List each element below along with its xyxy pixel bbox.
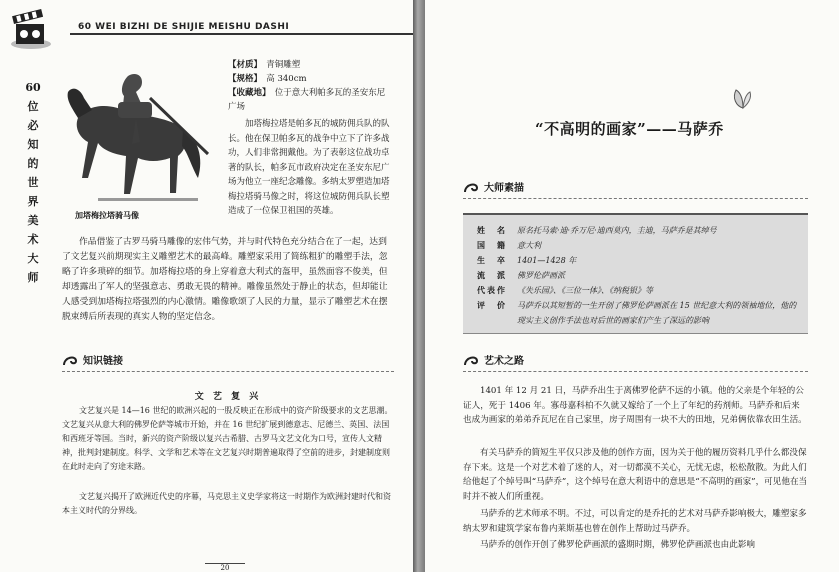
meta-value: 高 340cm [266,74,307,84]
series-char: 60 [25,81,41,94]
series-char: 界 [27,195,39,208]
swirl-ornament-icon [463,353,481,367]
series-char: 位 [27,100,39,113]
profile-value: 意大利 [517,241,541,250]
book-gutter [413,0,425,572]
meta-key: 【收藏地】 [228,88,267,98]
series-char: 的 [27,157,39,170]
section-heading-text: 艺术之路 [484,356,524,367]
profile-value: 马萨乔以其短暂的一生开创了佛罗伦萨画派在 15 世纪意大利的领袖地位，他的现实主义创作手法也对后世的画家们产生了深远的影响 [517,301,797,325]
profile-row [477,283,802,298]
profile-value: 《失乐园》、《三位一体》、《纳税银》等 [517,286,653,295]
header-rule [70,33,413,35]
profile-label: 代表作 [477,286,507,295]
meta-row [228,58,393,72]
meta-row [228,86,393,114]
series-char: 美 [27,214,39,227]
vertical-series-title [25,78,41,287]
knowledge-paragraph: 文艺复兴揭开了欧洲近代史的序幕，马克思主义史学家将这一时期作为欧洲封建时代和资本主义时代的分界线。 [62,492,391,515]
section-heading-text: 知识链接 [83,356,123,367]
swirl-ornament-icon [62,353,80,367]
knowledge-paragraph: 文艺复兴是 14—16 世纪的欧洲兴起的一股反映正在形成中的资产阶级要求的文艺思潮。文艺复兴从意大利的佛罗伦萨等城市开始，并在 16 世纪扩展到德意志、尼德兰、英国、法国和西班牙等国。当时，新兴的资产阶级以复兴古希腊、古罗马文艺文化为口号，宣传人文精神，批判封建制度。科学、文学和艺术等在文艺复兴时期普遍取得了空前的进步，封建制度则在此时走向了穷途末路。 [62,406,393,471]
section-heading-knowledge [62,352,123,367]
body-paragraph: 加塔梅拉塔是帕多瓦的城防佣兵队的队长。他在保卫帕多瓦的战争中立下了许多战功，人们非常拥戴他。为了表彰这位战功卓著的队长，帕多瓦市政府决定在圣安东尼广场为他立一座纪念雕像。多纳太罗塑造加塔梅拉塔骑马像之时，将这位城防佣兵队长塑造成了一位保卫祖国的英雄。 [228,119,390,216]
profile-label: 评 价 [477,301,507,310]
profile-row [477,268,802,283]
body-paragraph: 有关马萨乔的简短生平仅只涉及他的创作方面，因为关于他的履历资料几乎什么都没保存下来。这是一个对艺术着了迷的人，对一切都漠不关心，无忧无虑，松松散散。为此人们给他起了个绰号叫“马萨乔”，这个绰号在意大利语中的意思是“不高明的画家”，可见他在当时并不被人们所重视。 [463,448,808,502]
meta-key: 【规格】 [228,74,258,84]
profile-table [477,223,802,328]
body-paragraph: 作品借鉴了古罗马骑马雕像的宏伟气势，并与时代特色充分结合在了一起，达到了文艺复兴前期现实主义雕塑艺术的最高峰。雕塑家采用了简练粗犷的雕塑手法，忽略了许多琐碎的细节。加塔梅拉塔的身上穿着意大利式的盔甲，虽然面容不俊美，但却透露出了军人的坚强意志、勇敢无畏的精神。雕像虽然处于静止的状态，但却能让人感受到加塔梅拉塔强烈的内心激情。雕像歌颂了人民的力量，显示了雕塑艺术在摆脱束缚后所表现的真实人物的坚定信念。 [62,237,388,322]
equestrian-statue-image [58,58,218,208]
section-divider [463,198,808,199]
artwork-meta [228,58,393,114]
meta-row [228,72,393,86]
section-divider [463,371,808,372]
meta-key: 【材质】 [228,60,258,70]
series-char: 世 [27,176,39,189]
profile-label: 姓 名 [477,226,507,235]
butterfly-icon [730,86,756,112]
profile-label: 流 派 [477,271,507,280]
film-clapper-icon [8,8,54,54]
series-char: 知 [27,138,39,151]
profile-row [477,298,802,328]
profile-value: 1401—1428 年 [517,256,577,265]
section-heading-profile [463,179,524,194]
profile-value: 原名托马索·迪·乔万尼·迪西莫内，圭迪，马萨乔是其绰号 [517,226,717,235]
section-divider [62,371,394,372]
image-caption: 加塔梅拉塔骑马像 [75,211,139,220]
profile-row [477,238,802,253]
swirl-ornament-icon [463,180,481,194]
series-char: 师 [27,271,39,284]
section-heading-text: 大师素描 [484,183,524,194]
series-char: 必 [27,119,39,132]
profile-row [477,223,802,238]
running-head: 60 WEI BIZHI DE SHIJIE MEISHU DASHI [78,22,290,32]
meta-value: 青铜雕塑 [266,60,301,70]
body-paragraph: 马萨乔的艺术师承不明。不过，可以肯定的是乔托的艺术对马萨乔影响极大，雕塑家多纳太罗和建筑学家布鲁内莱斯基也曾在创作上帮助过马萨乔。 [463,509,807,534]
profile-label: 生 卒 [477,256,507,265]
master-profile-box [463,213,808,334]
body-paragraph: 马萨乔的创作开创了佛罗伦萨画派的盛期时期，佛罗伦萨画派也由此影响 [480,540,756,550]
profile-value: 佛罗伦萨画派 [517,271,565,280]
knowledge-title: 文 艺 复 兴 [194,392,262,402]
series-char: 术 [27,233,39,246]
profile-row [477,253,802,268]
profile-label: 国 籍 [477,241,507,250]
meta-value: 位于意大利帕多瓦的圣安东尼广场 [228,88,386,112]
right-page [425,0,839,572]
page-number: 20 [205,563,245,572]
left-page [0,0,413,572]
chapter-title: “不高明的画家”——马萨乔 [535,120,724,138]
body-paragraph: 1401 年 12 月 21 日，马萨乔出生于离佛罗伦萨不远的小镇。他的父亲是个年轻的公证人，死于 1406 年。寡母嘉科柏不久就又嫁给了一个上了年纪的药剂师。马萨乔和后来也成为画家的弟弟乔瓦尼在自己家里，房子周围有一块不大的田地，兄弟俩依靠农田生活。 [463,386,807,426]
series-char: 大 [27,252,39,265]
section-heading-art-path [463,352,524,367]
